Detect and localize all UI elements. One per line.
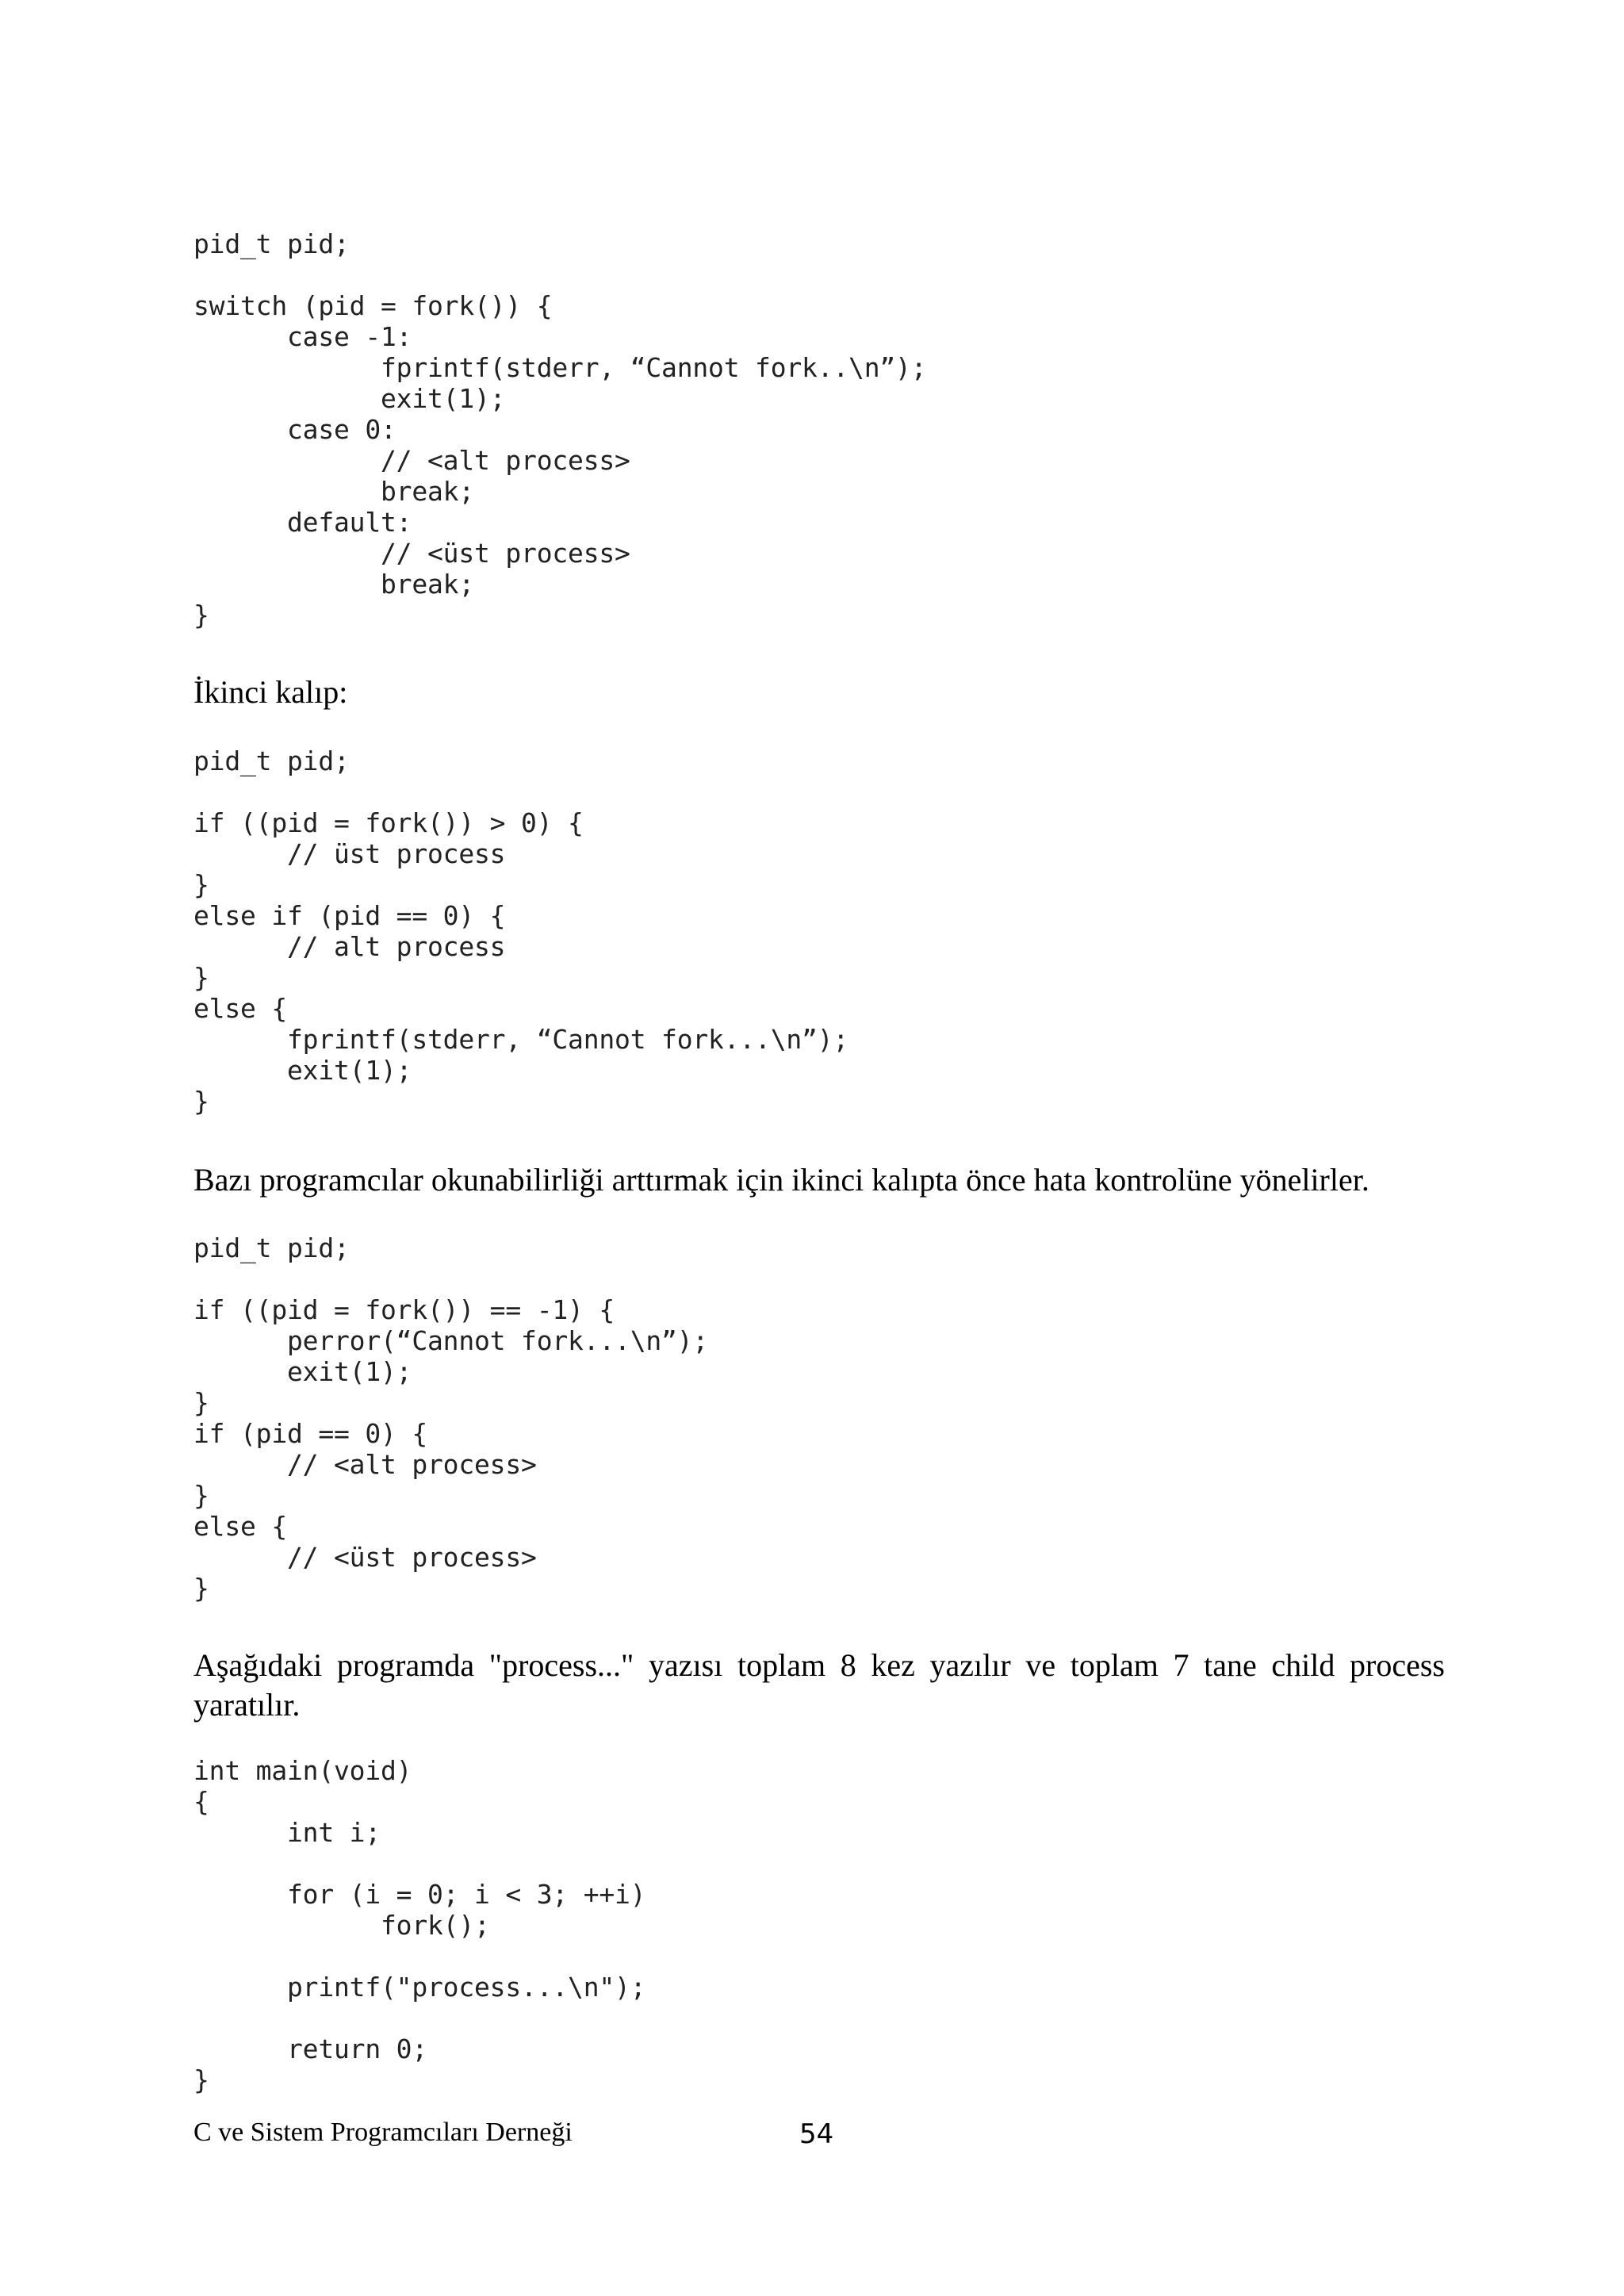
code-line: int i; <box>193 1817 381 1848</box>
code-line <box>193 259 926 290</box>
code-block-if-else <box>193 746 848 1117</box>
code-line: } <box>193 1573 209 1604</box>
footer-organization: C ve Sistem Programcıları Derneği <box>193 2118 573 2147</box>
code-line: switch (pid = fork()) { <box>193 290 553 321</box>
code-line: fprintf(stderr, “Cannot fork...\n”); <box>193 1024 849 1055</box>
code-block-error-first <box>193 1232 708 1604</box>
code-line: } <box>193 2064 209 2095</box>
code-line: } <box>193 962 209 993</box>
code-line: break; <box>193 569 475 600</box>
code-line: else if (pid == 0) { <box>193 900 506 931</box>
code-line: } <box>193 600 209 631</box>
code-line <box>193 776 848 807</box>
code-line: break; <box>193 476 475 507</box>
code-line: else { <box>193 1511 288 1542</box>
code-line: // alt process <box>193 931 506 962</box>
code-line: printf("process...\n"); <box>193 1972 646 2003</box>
code-line: exit(1); <box>193 1055 412 1086</box>
code-line <box>193 2003 645 2033</box>
paragraph: Bazı programcılar okunabilirliği arttırmak için ikinci kalıpta önce hata kontrolüne yönelirler. <box>193 1162 1369 1198</box>
code-line: } <box>193 1480 209 1511</box>
code-line: { <box>193 1786 209 1817</box>
code-line: perror(“Cannot fork...\n”); <box>193 1325 709 1356</box>
code-line: } <box>193 1387 209 1418</box>
code-line <box>193 1848 645 1879</box>
code-line: exit(1); <box>193 383 506 414</box>
code-line: default: <box>193 507 412 538</box>
code-block-switch <box>193 228 926 631</box>
code-line: if ((pid = fork()) > 0) { <box>193 807 584 838</box>
code-line: // <üst process> <box>193 1542 537 1573</box>
paragraph: Aşağıdaki programda "process..." yazısı toplam 8 kez yazılır ve toplam 7 tane child process yaratılır. <box>193 1647 1445 1723</box>
code-line: case -1: <box>193 321 412 352</box>
code-line: exit(1); <box>193 1356 412 1387</box>
code-line: for (i = 0; i < 3; ++i) <box>193 1879 646 1910</box>
code-line: fprintf(stderr, “Cannot fork..\n”); <box>193 352 927 383</box>
code-line: } <box>193 869 209 900</box>
code-line: pid_t pid; <box>193 228 350 259</box>
code-line: // üst process <box>193 838 506 869</box>
code-block-main <box>193 1755 645 2095</box>
code-line: // <alt process> <box>193 1449 537 1480</box>
code-line: // <alt process> <box>193 445 630 476</box>
code-line: int main(void) <box>193 1755 412 1786</box>
code-line <box>193 1263 708 1294</box>
code-line: if ((pid = fork()) == -1) { <box>193 1294 615 1325</box>
code-line: pid_t pid; <box>193 746 350 776</box>
code-line: if (pid == 0) { <box>193 1418 428 1449</box>
code-line: } <box>193 1086 209 1117</box>
code-line <box>193 1941 645 1972</box>
page-number: 54 <box>799 2118 834 2150</box>
code-line: case 0: <box>193 414 396 445</box>
code-line: return 0; <box>193 2033 428 2064</box>
section-heading: İkinci kalıp: <box>193 674 348 710</box>
code-line: else { <box>193 993 288 1024</box>
code-line: pid_t pid; <box>193 1232 350 1263</box>
code-line: // <üst process> <box>193 538 630 569</box>
code-line: fork(); <box>193 1910 490 1941</box>
